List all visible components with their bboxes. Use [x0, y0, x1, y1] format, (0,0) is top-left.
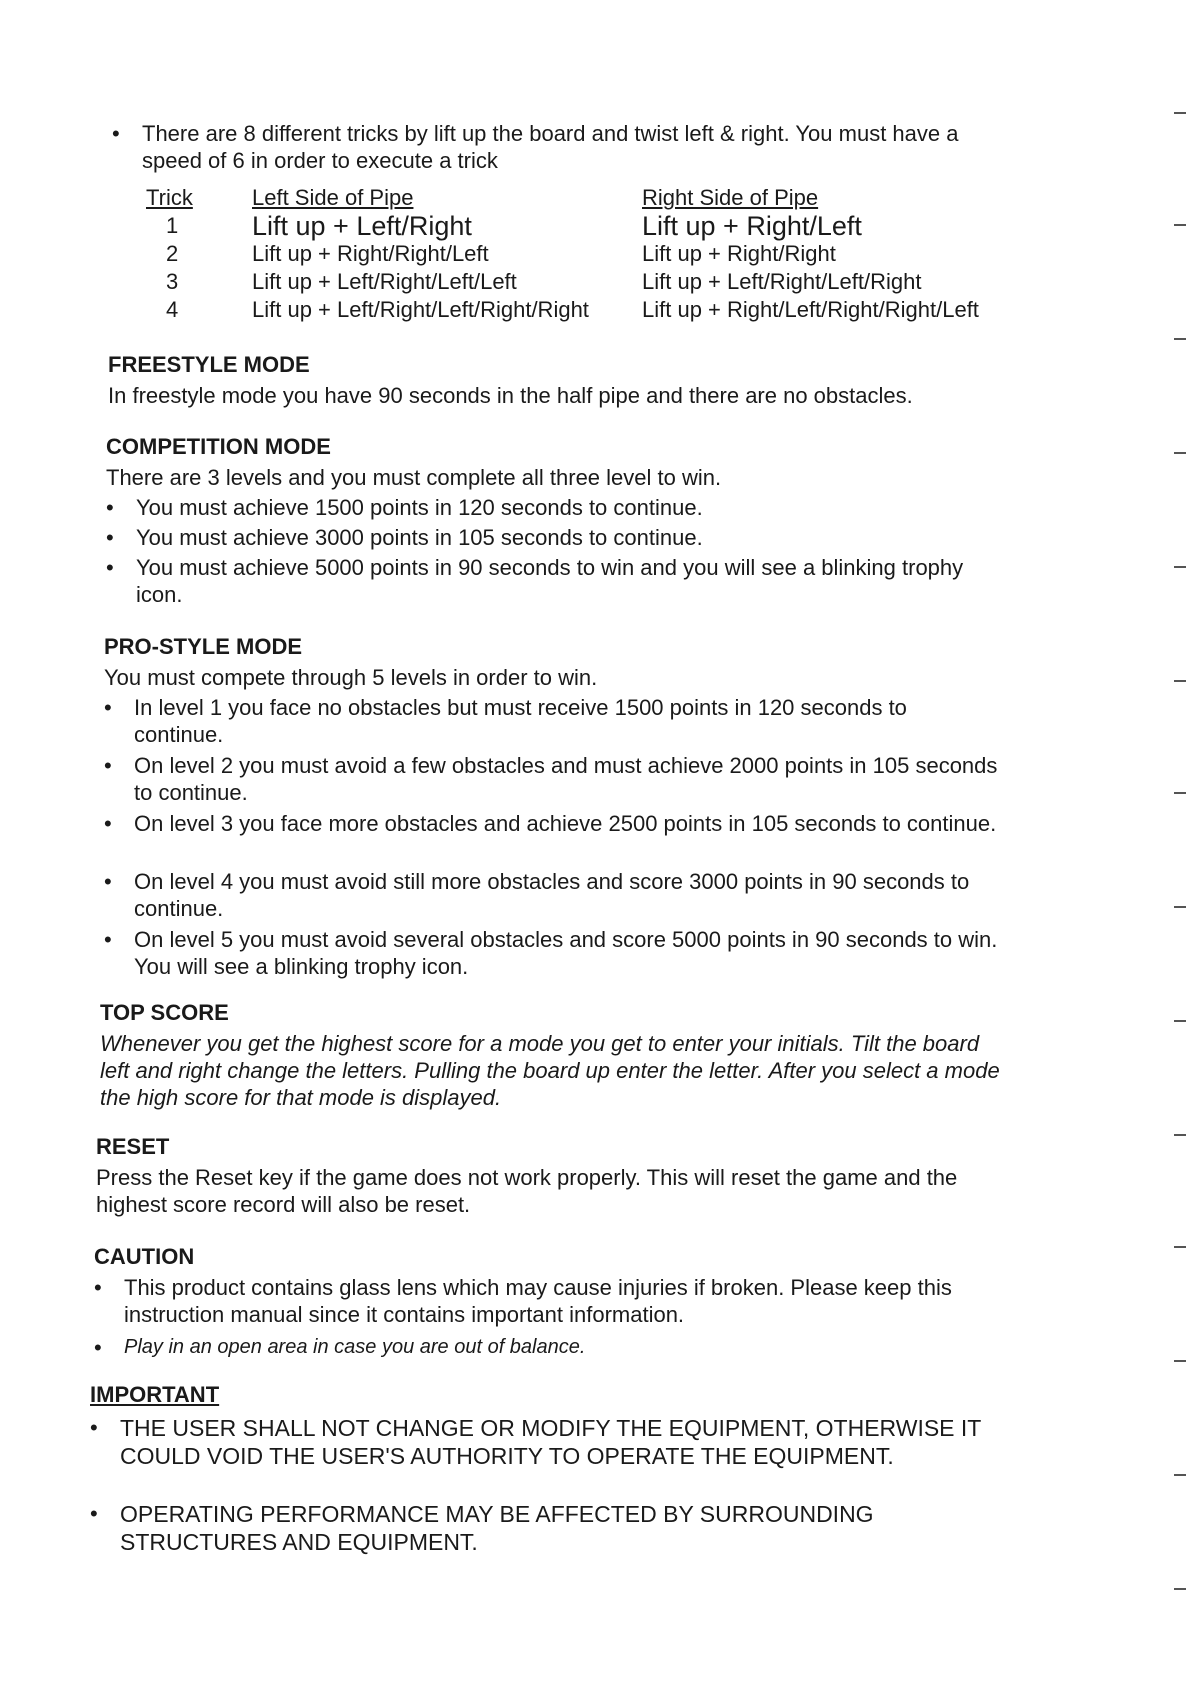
table-row — [146, 296, 979, 324]
edge-tick — [1174, 1360, 1186, 1362]
list-item — [90, 1500, 990, 1556]
freestyle-heading: FREESTYLE MODE — [108, 352, 310, 377]
prostyle-bullet-text: On level 4 you must avoid still more obstacles and score 3000 points in 90 seconds to continue. — [134, 869, 970, 921]
table-row — [146, 240, 979, 268]
list-item — [104, 694, 998, 748]
topscore-heading: TOP SCORE — [100, 1000, 229, 1025]
competition-heading: COMPETITION MODE — [106, 434, 331, 459]
table-row — [146, 212, 979, 240]
header-right-side: Right Side of Pipe — [642, 185, 819, 210]
prostyle-heading: PRO-STYLE MODE — [104, 634, 303, 659]
important-bullet-text: OPERATING PERFORMANCE MAY BE AFFECTED BY SURROUNDING STRUCTURES AND EQUIPMENT. — [120, 1501, 874, 1555]
competition-bullet-text: You must achieve 1500 points in 120 seconds to continue. — [136, 495, 703, 520]
bullet-dot: • — [94, 1275, 102, 1300]
list-item — [90, 1414, 990, 1470]
table-row — [146, 268, 979, 296]
bullet-dot: • — [90, 1415, 98, 1440]
intro-bullet — [112, 120, 992, 174]
trick-left: Lift up + Left/Right/Left/Left — [252, 269, 517, 294]
prostyle-bullet-text: On level 2 you must avoid a few obstacles and must achieve 2000 points in 105 seconds to continue. — [134, 753, 998, 805]
important-bullet-text: THE USER SHALL NOT CHANGE OR MODIFY THE EQUIPMENT, OTHERWISE IT COULD VOID THE USER'S AUTHORITY TO OPERATE THE EQUIPMENT. — [120, 1415, 981, 1469]
competition-intro: There are 3 levels and you must complete all three level to win. — [106, 465, 722, 490]
list-item — [104, 810, 998, 837]
prostyle-bullet-text: On level 3 you face more obstacles and achieve 2500 points in 105 seconds to continue. — [134, 811, 997, 836]
intro-text: There are 8 different tricks by lift up the board and twist left & right. You must have a speed of 6 in order to execute a trick — [142, 121, 959, 173]
list-item — [104, 868, 998, 922]
list-item — [106, 524, 986, 551]
prostyle-bullet-text: On level 5 you must avoid several obstacles and score 5000 points in 90 seconds to win. You will see a blinking trophy icon. — [134, 927, 998, 979]
trick-number: 1 — [166, 213, 179, 238]
list-item — [104, 752, 998, 806]
trick-right: Lift up + Left/Right/Left/Right — [642, 269, 922, 294]
edge-tick — [1174, 1134, 1186, 1136]
edge-tick — [1174, 566, 1186, 568]
bullet-dot: • — [112, 121, 120, 146]
trick-table-header — [146, 184, 979, 212]
list-item — [106, 554, 986, 608]
edge-tick — [1174, 1020, 1186, 1022]
trick-number: 3 — [166, 269, 179, 294]
bullet-dot: • — [104, 811, 112, 836]
caution-bullet-text: Play in an open area in case you are out of balance. — [124, 1336, 586, 1358]
caution-bullet-text: This product contains glass lens which may cause injuries if broken. Please keep this instruction manual since it contains important information. — [124, 1275, 952, 1327]
trick-number: 2 — [166, 241, 179, 266]
edge-tick — [1174, 1474, 1186, 1476]
edge-tick — [1174, 792, 1186, 794]
reset-heading: RESET — [96, 1134, 170, 1159]
important-heading: IMPORTANT — [90, 1382, 220, 1407]
list-item — [94, 1334, 1004, 1361]
bullet-dot: • — [104, 753, 112, 778]
edge-tick — [1174, 680, 1186, 682]
competition-bullet-text: You must achieve 5000 points in 90 seconds to win and you will see a blinking trophy icon. — [136, 555, 964, 607]
header-trick: Trick — [146, 185, 193, 210]
header-left-side: Left Side of Pipe — [252, 185, 414, 210]
edge-tick — [1174, 1588, 1186, 1590]
bullet-dot: • — [90, 1501, 98, 1526]
edge-tick — [1174, 338, 1186, 340]
prostyle-bullet-text: In level 1 you face no obstacles but must receive 1500 points in 120 seconds to continue. — [134, 695, 907, 747]
bullet-dot: • — [106, 495, 114, 520]
trick-number: 4 — [166, 297, 179, 322]
bullet-dot: • — [106, 555, 114, 580]
trick-right: Lift up + Right/Left/Right/Right/Left — [642, 297, 979, 322]
bullet-dot: • — [104, 695, 112, 720]
list-item — [106, 494, 986, 521]
edge-tick — [1174, 112, 1186, 114]
trick-left: Lift up + Right/Right/Left — [252, 241, 489, 266]
edge-tick — [1174, 452, 1186, 454]
trick-left: Lift up + Left/Right — [252, 211, 472, 241]
edge-tick — [1174, 224, 1186, 226]
edge-tick — [1174, 906, 1186, 908]
freestyle-text: In freestyle mode you have 90 seconds in the half pipe and there are no obstacles. — [108, 383, 913, 408]
trick-right: Lift up + Right/Right — [642, 241, 836, 266]
competition-bullet-text: You must achieve 3000 points in 105 seconds to continue. — [136, 525, 703, 550]
bullet-dot: • — [94, 1335, 102, 1360]
topscore-text: Whenever you get the highest score for a mode you get to enter your initials. Tilt the board left and right change the letters. Pulling the board up enter the letter. After you select a mode the high score for that mode is displayed. — [100, 1031, 1000, 1110]
edge-tick — [1174, 1246, 1186, 1248]
list-item — [94, 1274, 1004, 1328]
bullet-dot: • — [104, 927, 112, 952]
list-item — [104, 926, 998, 980]
reset-text: Press the Reset key if the game does not work properly. This will reset the game and the highest score record will also be reset. — [96, 1165, 958, 1217]
bullet-dot: • — [104, 869, 112, 894]
bullet-dot: • — [106, 525, 114, 550]
trick-left: Lift up + Left/Right/Left/Right/Right — [252, 297, 589, 322]
prostyle-intro: You must compete through 5 levels in order to win. — [104, 665, 598, 690]
caution-heading: CAUTION — [94, 1244, 195, 1269]
trick-table — [146, 184, 979, 324]
trick-right: Lift up + Right/Left — [642, 211, 862, 241]
